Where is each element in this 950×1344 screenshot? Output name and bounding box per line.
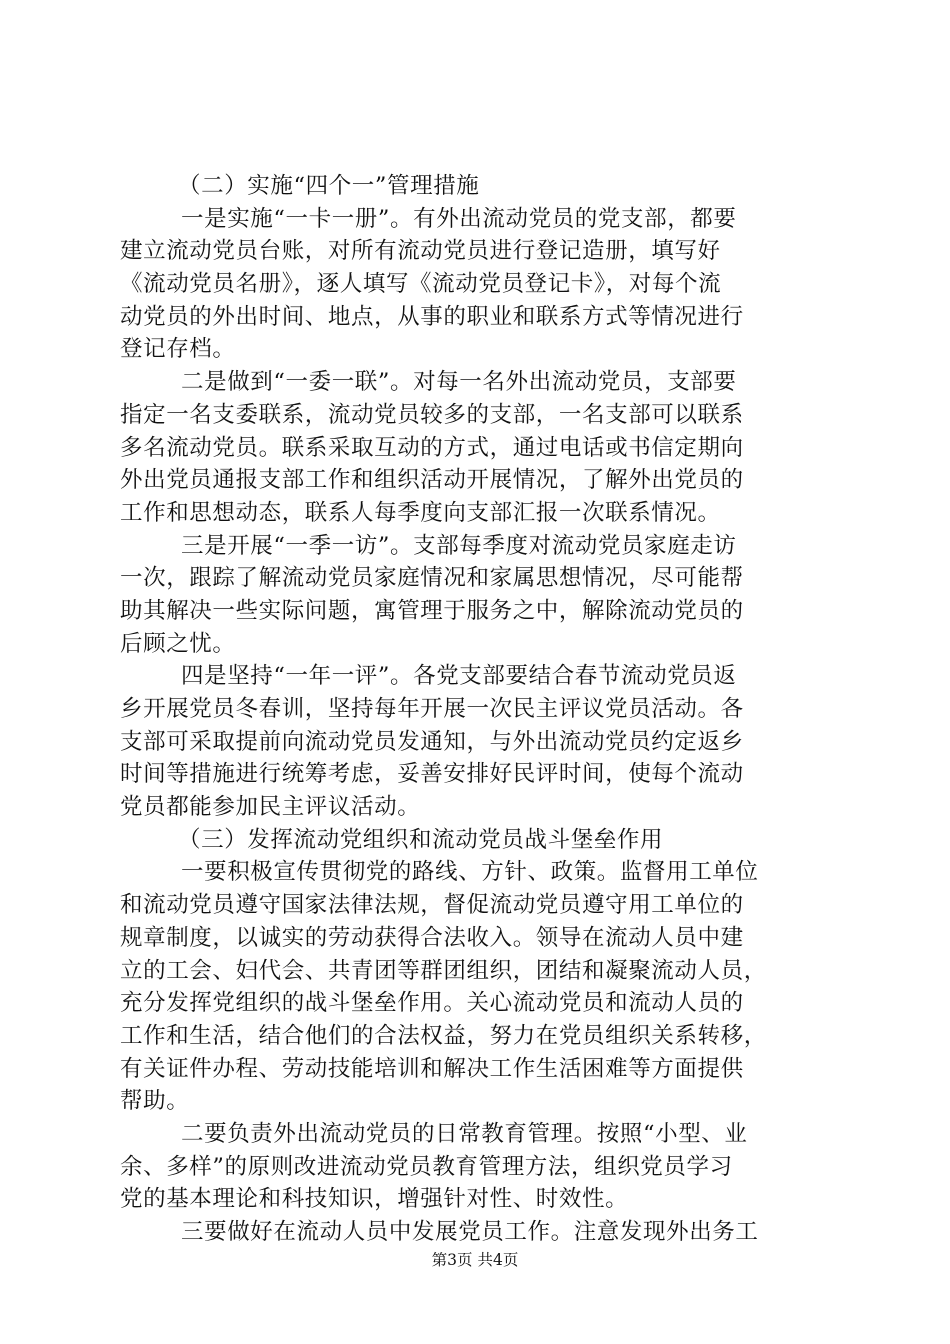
paragraph-line: 四是坚持“一年一评”。各党支部要结合春节流动党员返 xyxy=(181,663,737,690)
paragraph-line: 助其解决一些实际问题，寓管理于服务之中，解除流动党员的 xyxy=(120,597,744,624)
paragraph-line: 党的基本理论和科技知识，增强针对性、时效性。 xyxy=(120,1186,629,1213)
paragraph-line: 指定一名支委联系，流动党员较多的支部，一名支部可以联系 xyxy=(120,401,744,428)
paragraph-line: 二要负责外出流动党员的日常教育管理。按照“小型、业 xyxy=(181,1120,748,1147)
paragraph-line: 工作和生活，结合他们的合法权益，努力在党员组织关系转移， xyxy=(120,1022,767,1049)
paragraph-line: 二是做到“一委一联”。对每一名外出流动党员，支部要 xyxy=(181,369,737,396)
paragraph-line: 规章制度，以诚实的劳动获得合法收入。领导在流动人员中建 xyxy=(120,924,744,951)
paragraph-line: 登记存档。 xyxy=(120,336,236,363)
paragraph-line: 余、多样”的原则改进流动党员教育管理方法，组织党员学习 xyxy=(120,1153,733,1180)
paragraph-line: 时间等措施进行统筹考虑，妥善安排好民评时间，使每个流动 xyxy=(120,761,744,788)
paragraph-line: 有关证件办程、劳动技能培训和解决工作生活困难等方面提供 xyxy=(120,1055,744,1082)
paragraph-line: 三要做好在流动人员中发展党员工作。注意发现外出务工 xyxy=(181,1219,759,1245)
page-footer: 第3页 共4页 xyxy=(431,1251,519,1269)
paragraph-line: 乡开展党员冬春训，坚持每年开展一次民主评议党员活动。各 xyxy=(120,696,744,722)
paragraph-line: 一次，跟踪了解流动党员家庭情况和家属思想情况，尽可能帮 xyxy=(120,565,744,592)
paragraph-line: 和流动党员遵守国家法律法规，督促流动党员遵守用工单位的 xyxy=(120,892,744,919)
paragraph-line: 后顾之忧。 xyxy=(120,630,236,657)
paragraph-line: 立的工会、妇代会、共青团等群团组织，团结和凝聚流动人员， xyxy=(120,957,767,984)
paragraph-line: 帮助。 xyxy=(120,1088,190,1115)
paragraph-line: 多名流动党员。联系采取互动的方式，通过电话或书信定期向 xyxy=(120,434,744,461)
paragraph-line: 三是开展“一季一访”。支部每季度对流动党员家庭走访 xyxy=(181,532,737,559)
paragraph-line: 党员都能参加民主评议活动。 xyxy=(120,794,421,821)
document-body xyxy=(120,170,832,1249)
paragraph-line: 外出党员通报支部工作和组织活动开展情况，了解外出党员的 xyxy=(120,467,744,494)
paragraph-line: 支部可采取提前向流动党员发通知，与外出流动党员约定返乡 xyxy=(120,728,744,755)
paragraph-line: 一要积极宣传贯彻党的路线、方针、政策。监督用工单位 xyxy=(181,859,759,886)
paragraph-line: 动党员的外出时间、地点，从事的职业和联系方式等情况进行 xyxy=(120,303,744,330)
paragraph-line: 一是实施“一卡一册”。有外出流动党员的党支部，都要 xyxy=(181,205,737,232)
paragraph-line: 建立流动党员台账，对所有流动党员进行登记造册，填写好 xyxy=(120,238,721,265)
paragraph-line: 充分发挥党组织的战斗堡垒作用。关心流动党员和流动人员的 xyxy=(120,990,744,1017)
paragraph-line: 《流动党员名册》，逐人填写《流动党员登记卡》，对每个流 xyxy=(120,271,722,298)
paragraph-line: 工作和思想动态，联系人每季度向支部汇报一次联系情况。 xyxy=(120,499,721,526)
section-heading: （三）发挥流动党组织和流动党员战斗堡垒作用 xyxy=(178,826,664,853)
section-heading: （二）实施“四个一”管理措施 xyxy=(178,173,480,199)
